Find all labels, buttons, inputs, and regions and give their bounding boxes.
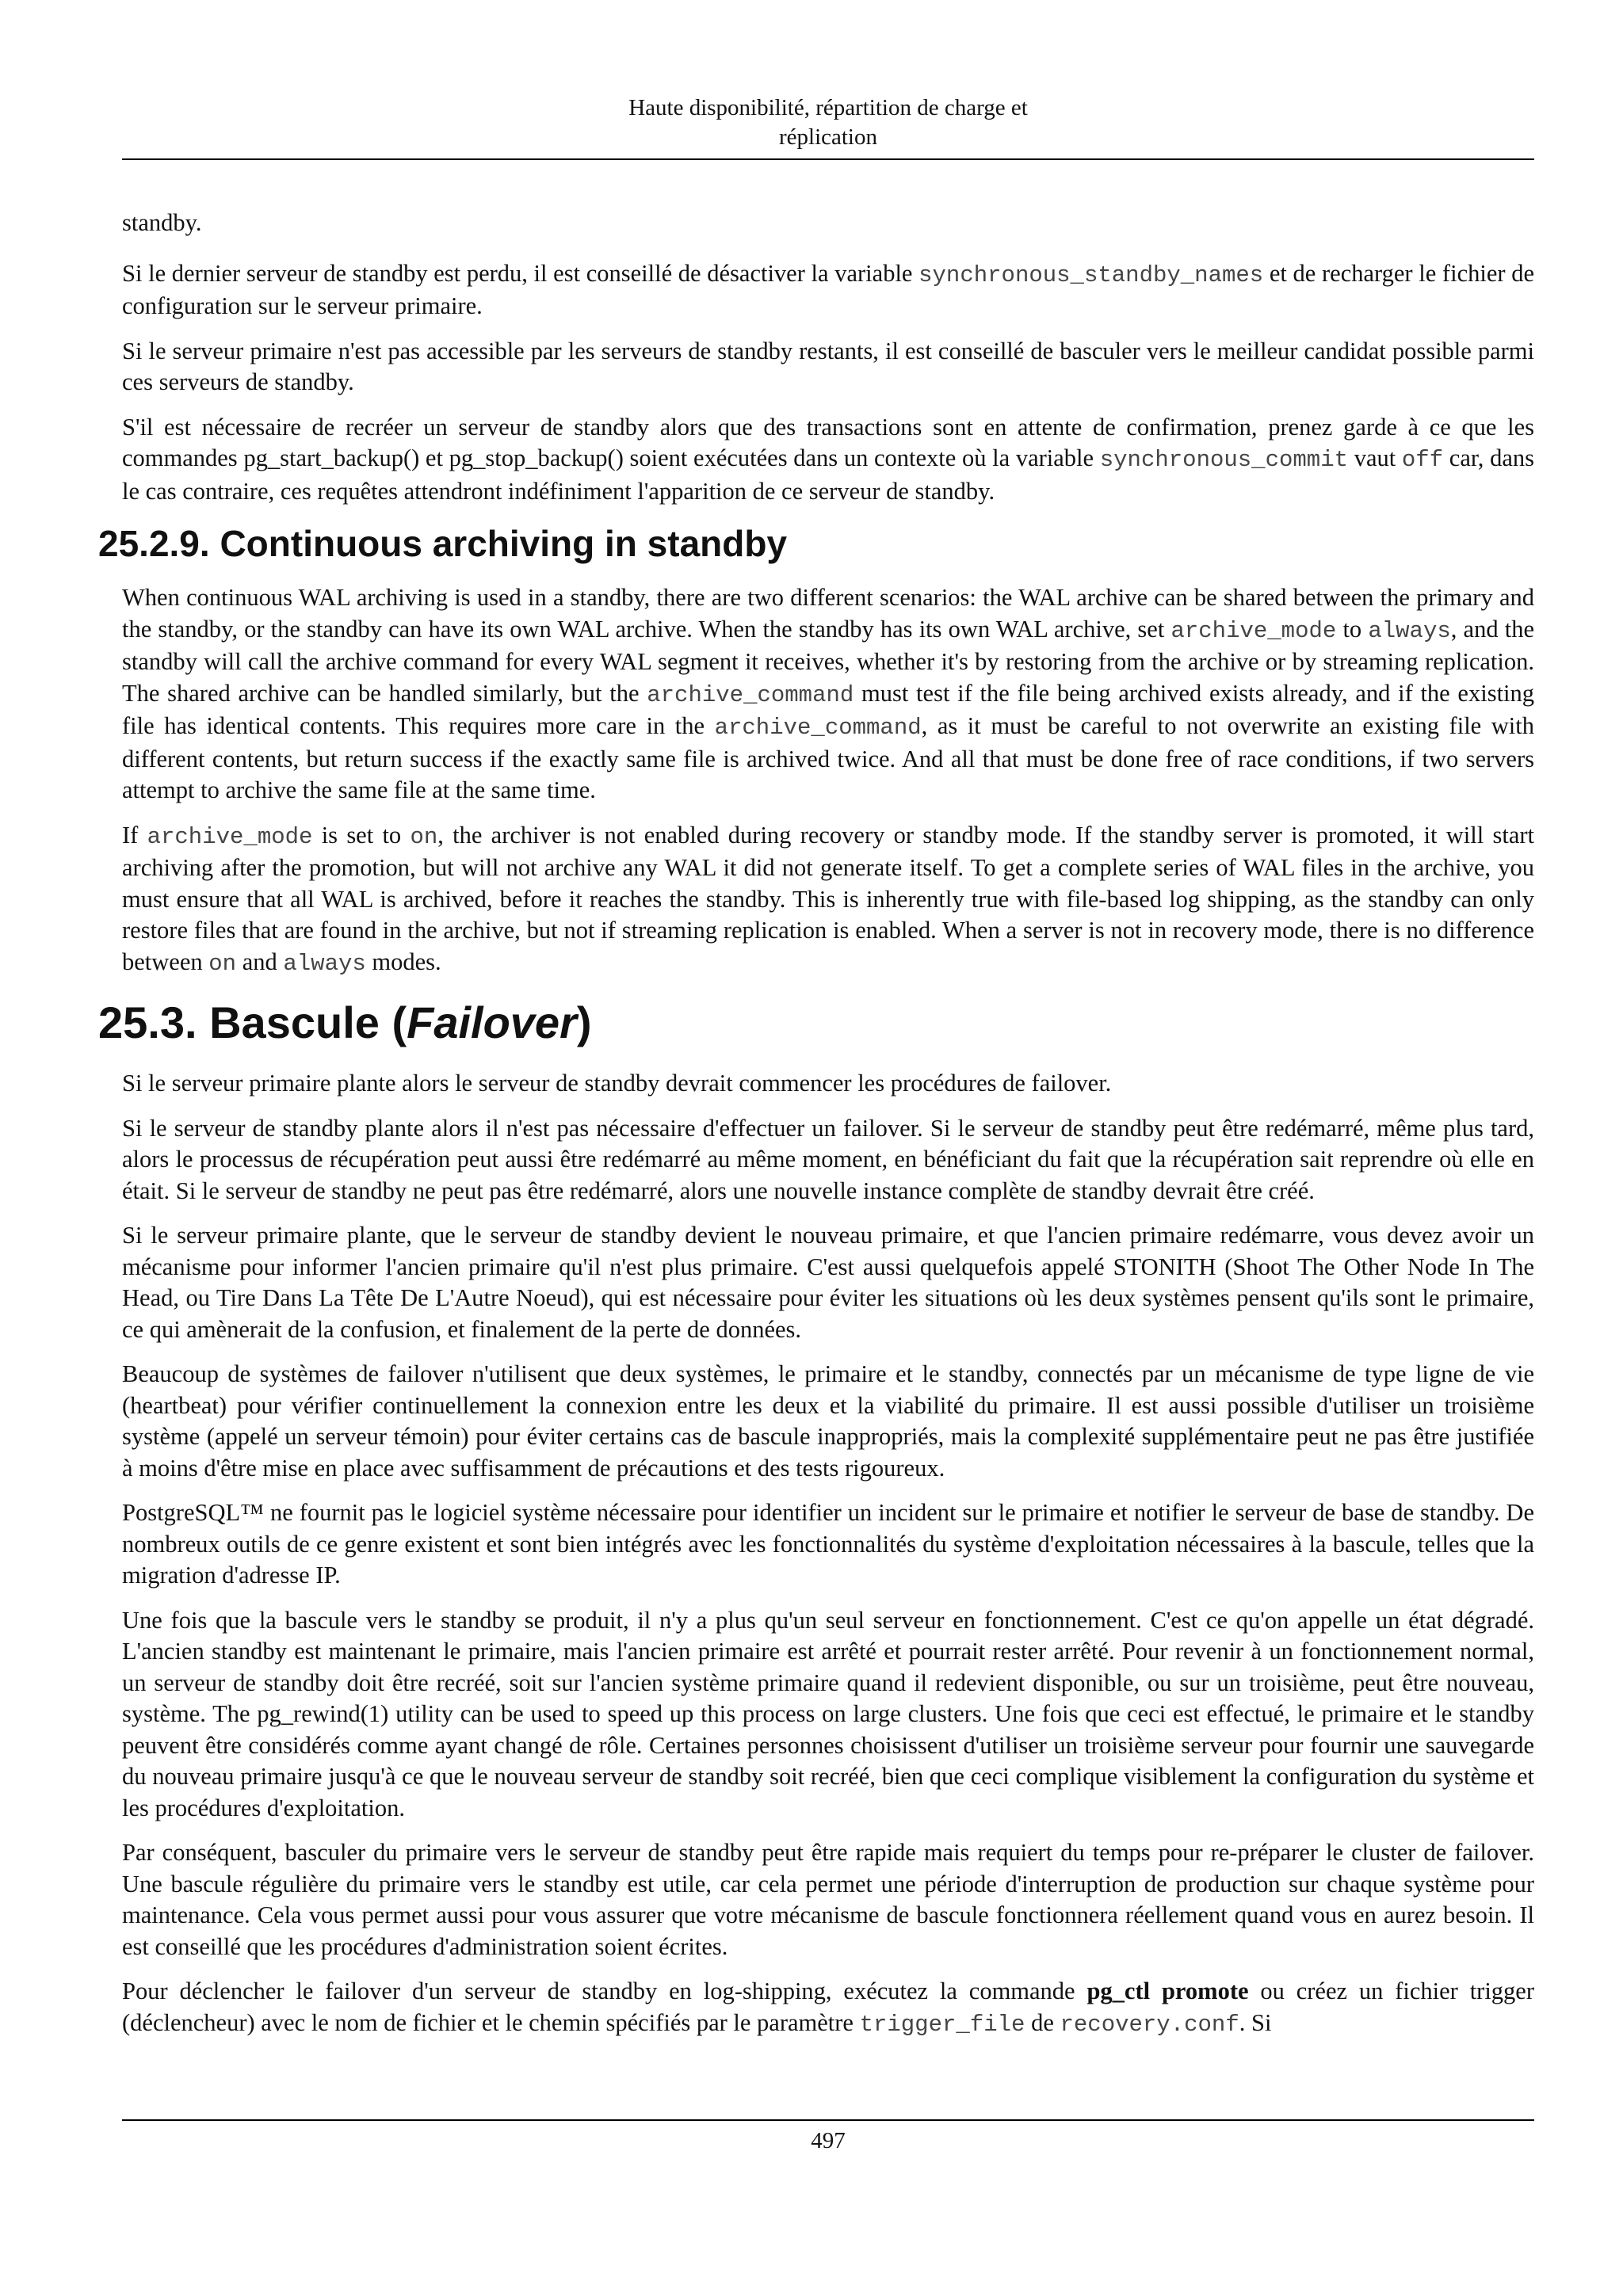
running-header — [122, 93, 1534, 152]
paragraph-primary-crash: Si le serveur primaire plante alors le serveur de standby devrait commencer les procédures de failover. — [122, 1070, 1112, 1097]
header-divider — [122, 158, 1534, 160]
paragraph-last-standby-lost: Si le dernier serveur de standby est perdu, il est conseillé de désactiver la variable synchronous_standby_names et de recharger le fichier de configuration sur le serveur primaire. — [122, 259, 1534, 319]
running-header-line-2: réplication — [778, 124, 877, 150]
paragraph-trigger-failover: Pour déclencher le failover d'un serveur de standby en log-shipping, exécutez la commande pg_ctl promote ou créez un fichier trigger (déclencheur) avec le nom de fichier et le chemin spécifiés par le paramètre trigger_file de recovery.conf. Si — [122, 1978, 1534, 2038]
section-heading-25-3: 25.3. Bascule (Failover) — [98, 997, 592, 1047]
paragraph-stonith: Si le serveur primaire plante, que le serveur de standby devient le nouveau primaire, et que l'ancien primaire redémarre, vous devez avoir un mécanisme pour informer l'ancien primaire qu'il n'est plus primaire. C'est aussi quelquefois appelé STONITH (Shoot The Other Node In The Head, ou Tire Dans La Tête De L'Autre Noeud), qui est nécessaire pour éviter les situations où les deux systèmes pensent qu'ils sont le primaire, ce qui amènerait de la confusion, et finalement de la perte de données. — [122, 1222, 1534, 1343]
paragraph-standby-end: standby. — [122, 209, 202, 236]
paragraph-recreate-standby: S'il est nécessaire de recréer un serveur de standby alors que des transactions sont en attente de confirmation, prenez garde à ce que les commandes pg_start_backup() et pg_stop_backup() soient exécutées dans un contexte où la variable synchronous_commit vaut off car, dans le cas contraire, ces requêtes attendront indéfiniment l'apparition de ce serveur de standby. — [122, 413, 1535, 505]
paragraph-heartbeat: Beaucoup de systèmes de failover n'utilisent que deux systèmes, le primaire et le standby, connectés par un mécanisme de type ligne de vie (heartbeat) pour vérifier continuellement la connexion entre les deux et la viabilité du primaire. Il est aussi possible d'utiliser un troisième système (appelé un serveur témoin) pour éviter certains cas de bascule inappropriés, mais la complexité supplémentaire peut ne pas être justifiée à moins d'être mise en place avec suffisamment de précautions et des tests rigoureux. — [122, 1360, 1534, 1482]
running-header-line-1: Haute disponibilité, répartition de charge et — [628, 95, 1028, 120]
footer-divider — [122, 2119, 1534, 2121]
page-number: 497 — [811, 2128, 846, 2153]
paragraph-degraded-state: Une fois que la bascule vers le standby se produit, il n'y a plus qu'un seul serveur en fonctionnement. C'est ce qu'on appelle un état dégradé. L'ancien standby est maintenant le primaire, mais l'ancien primaire est arrêté et pourrait rester arrêté. Pour revenir à un fonctionnement normal, un serveur de standby doit être recréé, soit sur l'ancien système primaire quand il redevient disponible, ou sur un troisième, peut être nouveau, système. The pg_rewind(1) utility can be used to speed up this process on large clusters. Une fois que ceci est effectué, le primaire et le standby peuvent être considérés comme ayant changé de rôle. Certaines personnes choisissent d'utiliser un troisième serveur pour fournir une sauvegarde du nouveau primaire jusqu'à ce que le nouveau serveur de standby soit recréé, bien que ceci complique visiblement la configuration du système et les procédures d'exploitation. — [122, 1606, 1534, 1821]
paragraph-archive-mode-on: If archive_mode is set to on, the archiver is not enabled during recovery or standby mode. If the standby server is promoted, it will start archiving after the promotion, but will not archive any WAL it did not generate itself. To get a complete series of WAL files in the archive, you must ensure that all WAL is archived, before it reaches the standby. This is inherently true with file-based log shipping, as the standby can only restore files that are found in the archive, but not if streaming replication is enabled. When a server is not in recovery mode, there is no difference between on and always modes. — [122, 821, 1534, 977]
paragraph-regular-switchover: Par conséquent, basculer du primaire vers le serveur de standby peut être rapide mais requiert du temps pour re-préparer le cluster de failover. Une bascule régulière du primaire vers le standby est utile, car cela permet une période d'interruption de production sur chaque système pour maintenance. Cela vous permet aussi pour vous assurer que votre mécanisme de bascule fonctionnera réellement quand vous en aurez besoin. Il est conseillé que les procédures d'administration soient écrites. — [122, 1839, 1534, 1960]
section-heading-25-2-9: 25.2.9. Continuous archiving in standby — [98, 523, 788, 564]
paragraph-postgresql-tools: PostgreSQL™ ne fournit pas le logiciel système nécessaire pour identifier un incident sur le primaire et notifier le serveur de base de standby. De nombreux outils de ce genre existent et sont bien intégrés avec les fonctionnalités du système d'exploitation nécessaires à la bascule, telles que la migration d'adresse IP. — [122, 1499, 1534, 1589]
paragraph-primary-unreachable: Si le serveur primaire n'est pas accessible par les serveurs de standby restants, il est conseillé de basculer vers le meilleur candidat possible parmi ces serveurs de standby. — [122, 337, 1534, 395]
page-content — [98, 208, 1535, 2054]
paragraph-standby-crash: Si le serveur de standby plante alors il n'est pas nécessaire d'effectuer un failover. Si le serveur de standby peut être redémarré, même plus tard, alors le processus de récupération peut aussi être redémarré au même moment, en bénéficiant du fait que la récupération sait reprendre où elle en était. Si le serveur de standby ne peut pas être redémarré, alors une nouvelle instance complète de standby devrait être créé. — [122, 1114, 1534, 1204]
paragraph-continuous-archiving: When continuous WAL archiving is used in a standby, there are two different scenarios: the WAL archive can be shared between the primary and the standby, or the standby can have its own WAL archive. When the standby has its own WAL archive, set archive_mode to always, and the standby will call the archive command for every WAL segment it receives, whether it's by restoring from the archive or by streaming replication. The shared archive can be handled similarly, but the archive_command must test if the file being archived exists already, and if the existing file has identical contents. This requires more care in the archive_command, as it must be careful to not overwrite an existing file with different contents, but return success if the exactly same file is archived twice. And all that must be done free of race conditions, if two servers attempt to archive the same file at the same time. — [122, 584, 1535, 803]
